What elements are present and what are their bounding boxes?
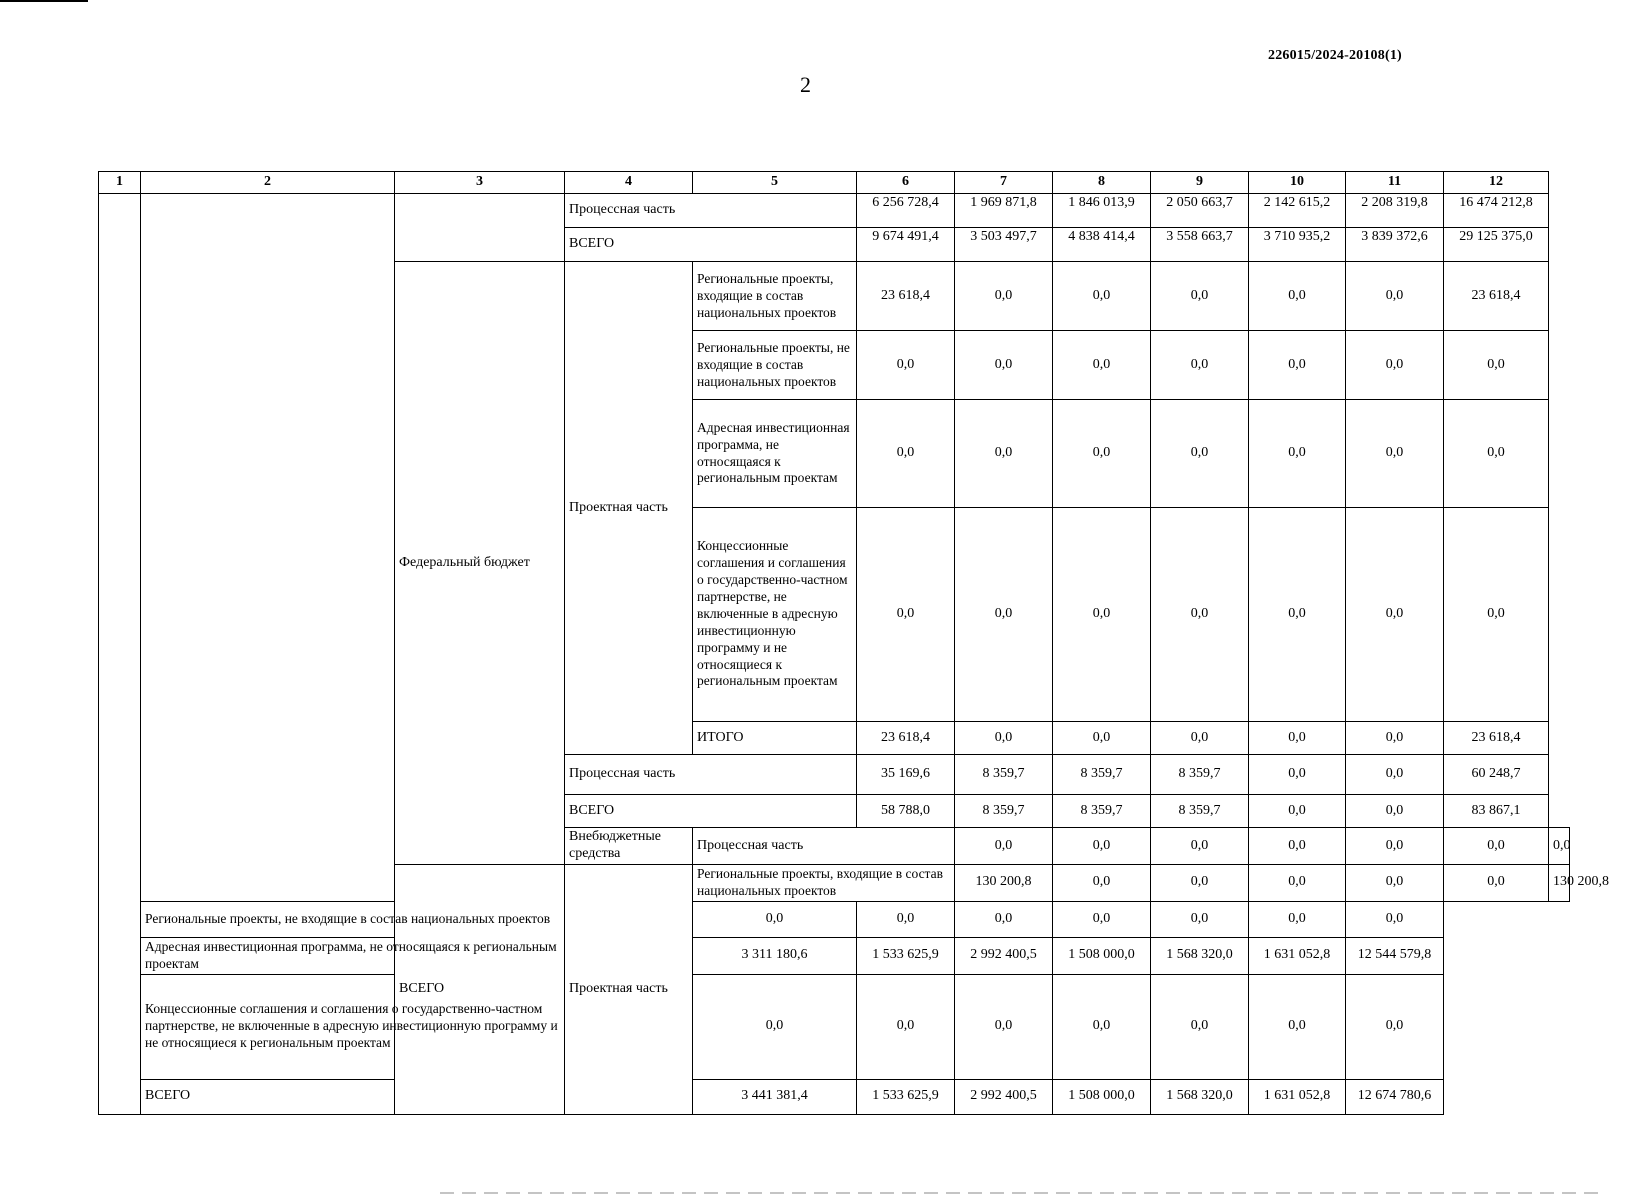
value-cell: 8 359,7 (1053, 795, 1151, 828)
value-cell: 58 788,0 (857, 795, 955, 828)
value-cell: 0,0 (1151, 974, 1249, 1079)
value-cell: 0,0 (955, 901, 1053, 937)
value-cell: 2 050 663,7 (1151, 194, 1249, 228)
value-cell: 0,0 (1346, 828, 1444, 865)
value-cell: 8 359,7 (1151, 795, 1249, 828)
value-cell: 0,0 (1444, 331, 1549, 400)
table-row (99, 194, 1570, 228)
value-cell: 0,0 (1249, 755, 1346, 795)
table-row (99, 1079, 1570, 1114)
value-cell: 0,0 (955, 331, 1053, 400)
column-number-row (99, 172, 1570, 194)
value-cell: 0,0 (1249, 507, 1346, 721)
value-cell: 8 359,7 (1053, 755, 1151, 795)
value-cell: 2 208 319,8 (1346, 194, 1444, 228)
value-cell: 35 169,6 (857, 755, 955, 795)
document-id: 226015/2024-20108(1) (1268, 48, 1402, 63)
value-cell: 0,0 (1346, 507, 1444, 721)
cell-empty (141, 194, 395, 902)
value-cell: 23 618,4 (857, 722, 955, 755)
value-cell: 0,0 (1346, 722, 1444, 755)
value-cell: 1 533 625,9 (857, 937, 955, 974)
value-cell: 23 618,4 (1444, 262, 1549, 331)
value-cell: 0,0 (1053, 400, 1151, 507)
value-cell: 1 631 052,8 (1249, 937, 1346, 974)
row-label: Адресная инвестиционная программа, не относящаяся к региональным проектам (693, 400, 857, 507)
column-header: 6 (857, 172, 955, 194)
column-header: 11 (1346, 172, 1444, 194)
value-cell: 2 992 400,5 (955, 937, 1053, 974)
budget-table (98, 171, 1609, 1115)
row-label: ИТОГО (693, 722, 857, 755)
value-cell: 60 248,7 (1444, 755, 1549, 795)
value-cell: 0,0 (857, 331, 955, 400)
value-cell: 0,0 (857, 507, 955, 721)
value-cell: 1 568 320,0 (1151, 1079, 1249, 1114)
value-cell: 0,0 (955, 828, 1053, 865)
column-header: 7 (955, 172, 1053, 194)
value-cell: 1 508 000,0 (1053, 1079, 1151, 1114)
value-cell: 23 618,4 (857, 262, 955, 331)
value-cell: 3 710 935,2 (1249, 228, 1346, 262)
source-label: Федеральный бюджет (395, 262, 565, 865)
value-cell: 0,0 (1151, 262, 1249, 331)
value-cell: 1 533 625,9 (857, 1079, 955, 1114)
source-label: Внебюджетные средства (565, 828, 693, 865)
value-cell: 8 359,7 (1151, 755, 1249, 795)
value-cell: 0,0 (1053, 864, 1151, 901)
value-cell: 12 544 579,8 (1346, 937, 1444, 974)
row-label: ВСЕГО (565, 228, 857, 262)
table-row (99, 937, 1570, 974)
column-header: 8 (1053, 172, 1151, 194)
value-cell: 0,0 (1053, 331, 1151, 400)
row-label: Региональные проекты, не входящие в состав национальных проектов (141, 901, 565, 937)
table-row (99, 901, 1570, 937)
row-label: Концессионные соглашения и соглашения о государственно-частном партнерстве, не включенные в адресную инвестиционную программу и не относящиеся к региональным проектам (693, 507, 857, 721)
value-cell: 1 969 871,8 (955, 194, 1053, 228)
value-cell: 3 503 497,7 (955, 228, 1053, 262)
value-cell: 0,0 (1346, 331, 1444, 400)
value-cell: 8 359,7 (955, 755, 1053, 795)
column-header: 9 (1151, 172, 1249, 194)
value-cell: 0,0 (1444, 864, 1549, 901)
value-cell: 1 508 000,0 (1053, 937, 1151, 974)
value-cell: 23 618,4 (1444, 722, 1549, 755)
value-cell: 2 992 400,5 (955, 1079, 1053, 1114)
value-cell: 0,0 (1444, 507, 1549, 721)
column-header: 2 (141, 172, 395, 194)
value-cell: 0,0 (1053, 974, 1151, 1079)
value-cell: 0,0 (1053, 507, 1151, 721)
value-cell: 0,0 (693, 901, 857, 937)
value-cell: 0,0 (1053, 722, 1151, 755)
cell-empty (395, 194, 565, 262)
row-label: ВСЕГО (565, 795, 857, 828)
value-cell: 0,0 (955, 400, 1053, 507)
value-cell: 0,0 (1444, 400, 1549, 507)
value-cell: 0,0 (1151, 828, 1249, 865)
value-cell: 29 125 375,0 (1444, 228, 1549, 262)
value-cell: 0,0 (857, 400, 955, 507)
value-cell: 0,0 (1151, 901, 1249, 937)
value-cell: 0,0 (693, 974, 857, 1079)
value-cell: 0,0 (955, 974, 1053, 1079)
cell-empty (99, 194, 141, 1115)
value-cell: 0,0 (1249, 864, 1346, 901)
column-header: 4 (565, 172, 693, 194)
table-row (99, 974, 1570, 1079)
value-cell: 0,0 (1053, 262, 1151, 331)
value-cell: 0,0 (1346, 795, 1444, 828)
row-label: ВСЕГО (141, 1079, 565, 1114)
value-cell: 16 474 212,8 (1444, 194, 1549, 228)
corner-rule (0, 0, 88, 2)
value-cell: 0,0 (955, 262, 1053, 331)
value-cell: 0,0 (857, 901, 955, 937)
page-number: 2 (800, 72, 811, 97)
value-cell: 0,0 (1249, 400, 1346, 507)
value-cell: 0,0 (857, 974, 955, 1079)
value-cell: 0,0 (1249, 828, 1346, 865)
row-label: Региональные проекты, входящие в состав национальных проектов (693, 864, 955, 901)
value-cell: 0,0 (1549, 828, 1570, 865)
value-cell: 0,0 (1151, 722, 1249, 755)
value-cell: 6 256 728,4 (857, 194, 955, 228)
part-label: Проектная часть (565, 262, 693, 755)
value-cell: 0,0 (1346, 755, 1444, 795)
value-cell: 0,0 (1053, 828, 1151, 865)
column-header: 10 (1249, 172, 1346, 194)
value-cell: 1 568 320,0 (1151, 937, 1249, 974)
value-cell: 83 867,1 (1444, 795, 1549, 828)
value-cell: 0,0 (1151, 400, 1249, 507)
value-cell: 0,0 (1444, 828, 1549, 865)
value-cell: 9 674 491,4 (857, 228, 955, 262)
value-cell: 0,0 (955, 507, 1053, 721)
value-cell: 0,0 (1151, 864, 1249, 901)
column-header: 5 (693, 172, 857, 194)
value-cell: 0,0 (1151, 331, 1249, 400)
value-cell: 3 839 372,6 (1346, 228, 1444, 262)
scan-artifact-line (440, 1192, 1600, 1194)
row-label: Адресная инвестиционная программа, не относящаяся к региональным проектам (141, 937, 565, 974)
value-cell: 0,0 (1346, 974, 1444, 1079)
value-cell: 0,0 (1346, 262, 1444, 331)
value-cell: 0,0 (1151, 507, 1249, 721)
value-cell: 12 674 780,6 (1346, 1079, 1444, 1114)
total-block-label: ВСЕГО (395, 864, 565, 1114)
value-cell: 0,0 (1249, 901, 1346, 937)
value-cell: 0,0 (1249, 722, 1346, 755)
value-cell: 130 200,8 (1549, 864, 1570, 901)
part-label: Проектная часть (565, 864, 693, 1114)
value-cell: 1 631 052,8 (1249, 1079, 1346, 1114)
column-header: 3 (395, 172, 565, 194)
row-label: Региональные проекты, входящие в состав национальных проектов (693, 262, 857, 331)
row-label: Концессионные соглашения и соглашения о государственно-частном партнерстве, не включенные в адресную инвестиционную программу и не относящиеся к региональным проектам (141, 974, 565, 1079)
value-cell: 3 558 663,7 (1151, 228, 1249, 262)
value-cell: 1 846 013,9 (1053, 194, 1151, 228)
value-cell: 0,0 (1249, 795, 1346, 828)
value-cell: 0,0 (955, 722, 1053, 755)
value-cell: 0,0 (1346, 864, 1444, 901)
value-cell: 3 311 180,6 (693, 937, 857, 974)
column-header: 12 (1444, 172, 1549, 194)
value-cell: 0,0 (1053, 901, 1151, 937)
value-cell: 130 200,8 (955, 864, 1053, 901)
value-cell: 4 838 414,4 (1053, 228, 1151, 262)
row-label: Процессная часть (565, 194, 857, 228)
value-cell: 3 441 381,4 (693, 1079, 857, 1114)
value-cell: 0,0 (1346, 901, 1444, 937)
value-cell: 0,0 (1249, 262, 1346, 331)
row-label: Процессная часть (565, 755, 857, 795)
value-cell: 0,0 (1249, 974, 1346, 1079)
value-cell: 0,0 (1346, 400, 1444, 507)
row-label: Процессная часть (693, 828, 955, 865)
value-cell: 8 359,7 (955, 795, 1053, 828)
value-cell: 0,0 (1249, 331, 1346, 400)
value-cell: 2 142 615,2 (1249, 194, 1346, 228)
column-header: 1 (99, 172, 141, 194)
row-label: Региональные проекты, не входящие в состав национальных проектов (693, 331, 857, 400)
